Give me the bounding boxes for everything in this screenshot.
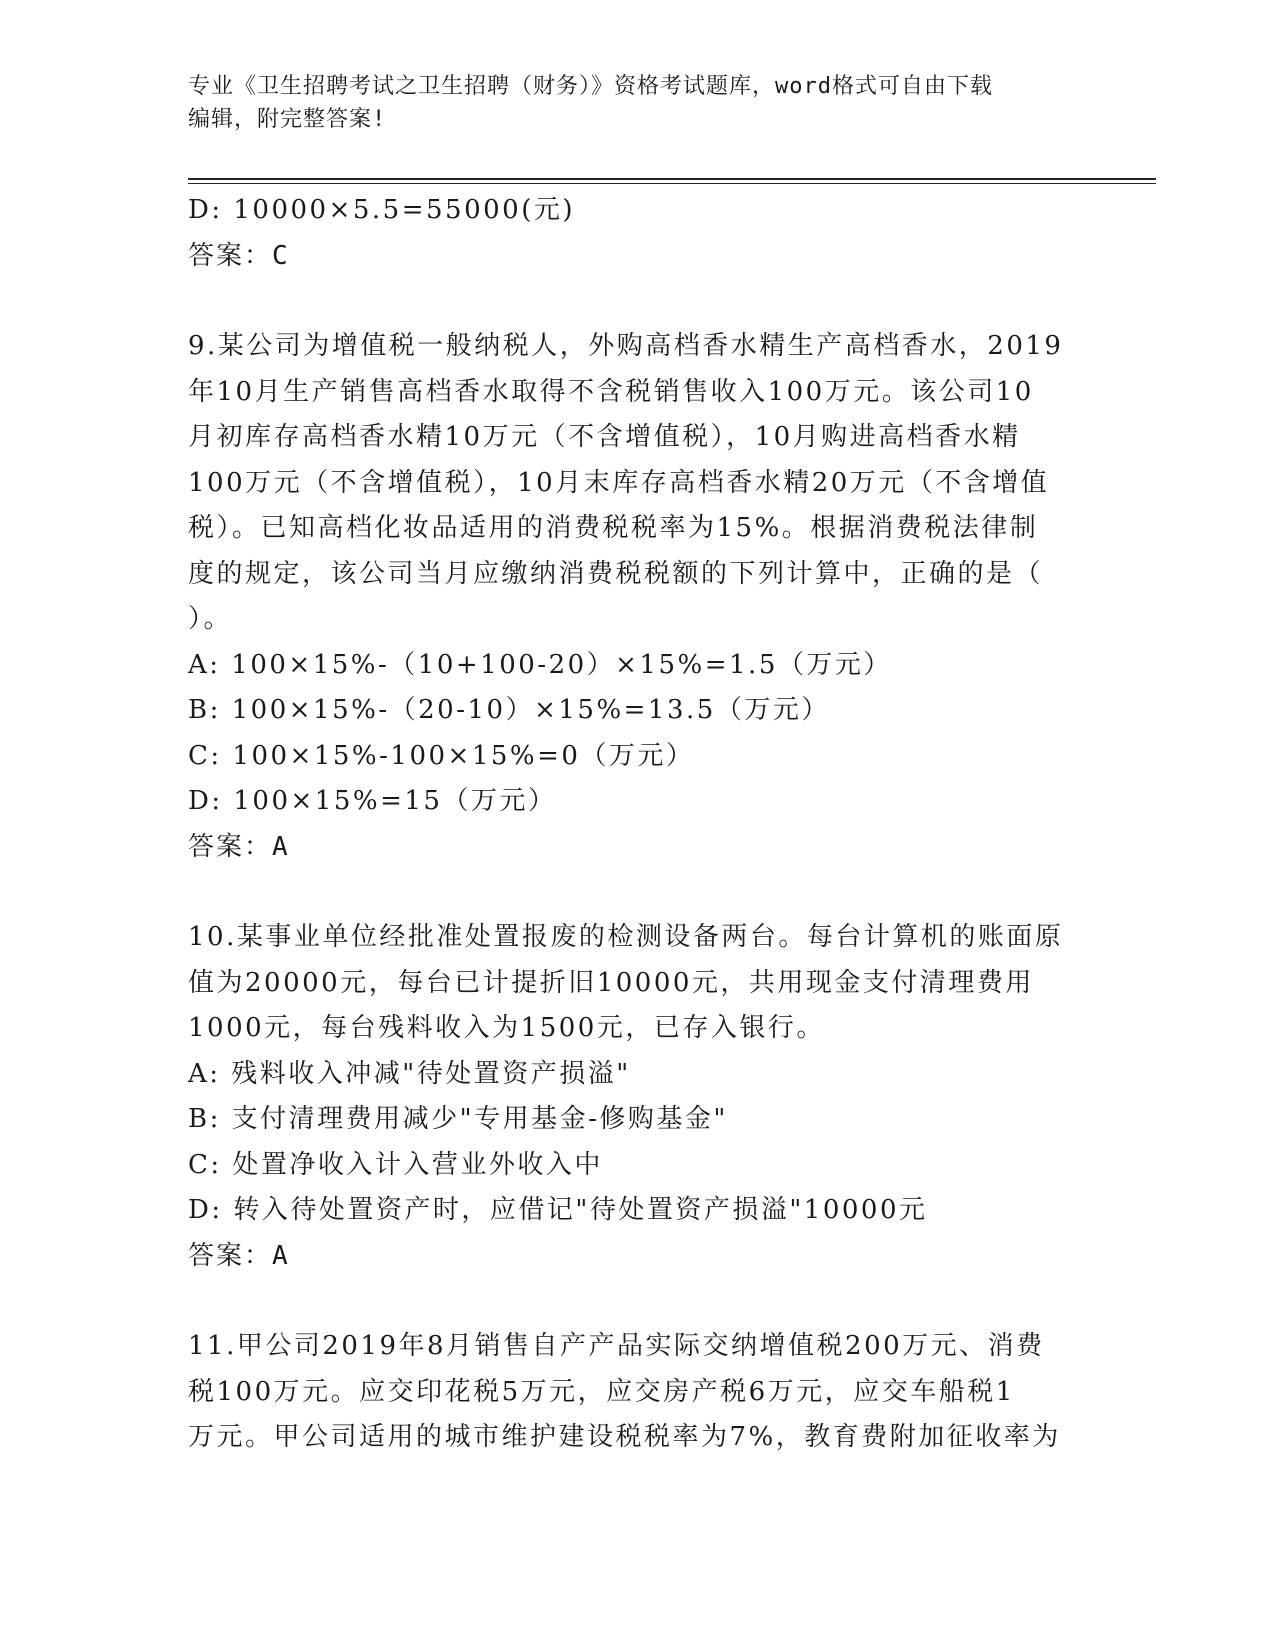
q9-option-c: C: 100×15%-100×15%=0（万元）	[188, 740, 695, 771]
document-body	[188, 188, 1083, 1461]
q10-option-d: D: 转入待处置资产时，应借记"待处置资产损溢"10000元	[188, 1195, 928, 1225]
header-rule-thin	[188, 183, 1156, 184]
document-header	[188, 70, 1088, 136]
q10-option-c: C: 处置净收入计入营业外收入中	[188, 1149, 603, 1180]
q9-text-line: ）。	[188, 604, 233, 634]
q10-answer: 答案：A	[188, 1240, 290, 1271]
q9-text-line: 税）。已知高档化妆品适用的消费税税率为15%。根据消费税法律制	[188, 513, 1039, 543]
q10-option-a: A: 残料收入冲减"待处置资产损溢"	[188, 1058, 631, 1089]
q9-option-b: B: 100×15%-（20-10）×15%=13.5（万元）	[188, 695, 830, 725]
spacer	[188, 870, 1083, 915]
q9-text-line: 100万元（不含增值税），10月末库存高档香水精20万元（不含增值	[188, 467, 1050, 498]
q9-option-d: D: 100×15%=15（万元）	[188, 786, 557, 816]
q9-text-line: 月初库存高档香水精10万元（不含增值税），10月购进高档香水精	[188, 422, 1021, 452]
q9-text-line: 度的规定，该公司当月应缴纳消费税税额的下列计算中，正确的是（	[188, 558, 1044, 589]
q9-option-a: A: 100×15%-（10+100-20）×15%=1.5（万元）	[188, 649, 892, 680]
spacer	[188, 1279, 1083, 1324]
q10-text-line: 值为20000元，每台已计提折旧10000元，共用现金支付清理费用	[188, 967, 1034, 998]
header-line-2: 编辑，附完整答案!	[188, 107, 387, 132]
header-rule-thick	[188, 178, 1156, 180]
q9-text-line: 年10月生产销售高档香水取得不含税销售收入100万元。该公司10	[188, 376, 1034, 407]
question-10	[188, 915, 1083, 1279]
question-9	[188, 324, 1083, 870]
prev-answer: 答案：C	[188, 240, 290, 271]
q10-text-line: 10.某事业单位经批准处置报废的检测设备两台。每台计算机的账面原	[188, 922, 1064, 952]
q11-text-line: 税100万元。应交印花税5万元，应交房产税6万元，应交车船税1	[188, 1376, 1015, 1407]
q10-option-b: B: 支付清理费用减少"专用基金-修购基金"	[188, 1104, 728, 1134]
prev-option-d: D: 10000×5.5=55000(元)	[188, 195, 575, 225]
question-11	[188, 1324, 1083, 1461]
spacer	[188, 279, 1083, 324]
q9-text-line: 9.某公司为增值税一般纳税人，外购高档香水精生产高档香水，2019	[188, 331, 1064, 361]
q10-text-line: 1000元，每台残料收入为1500元，已存入银行。	[188, 1013, 825, 1043]
header-line-1: 专业《卫生招聘考试之卫生招聘（财务）》资格考试题库，word格式可自由下载	[188, 74, 993, 99]
q9-answer: 答案：A	[188, 831, 290, 862]
q11-text-line: 11.甲公司2019年8月销售自产产品实际交纳增值税200万元、消费	[188, 1331, 1045, 1361]
q11-text-line: 万元。甲公司适用的城市维护建设税税率为7%，教育费附加征收率为	[188, 1422, 1061, 1452]
